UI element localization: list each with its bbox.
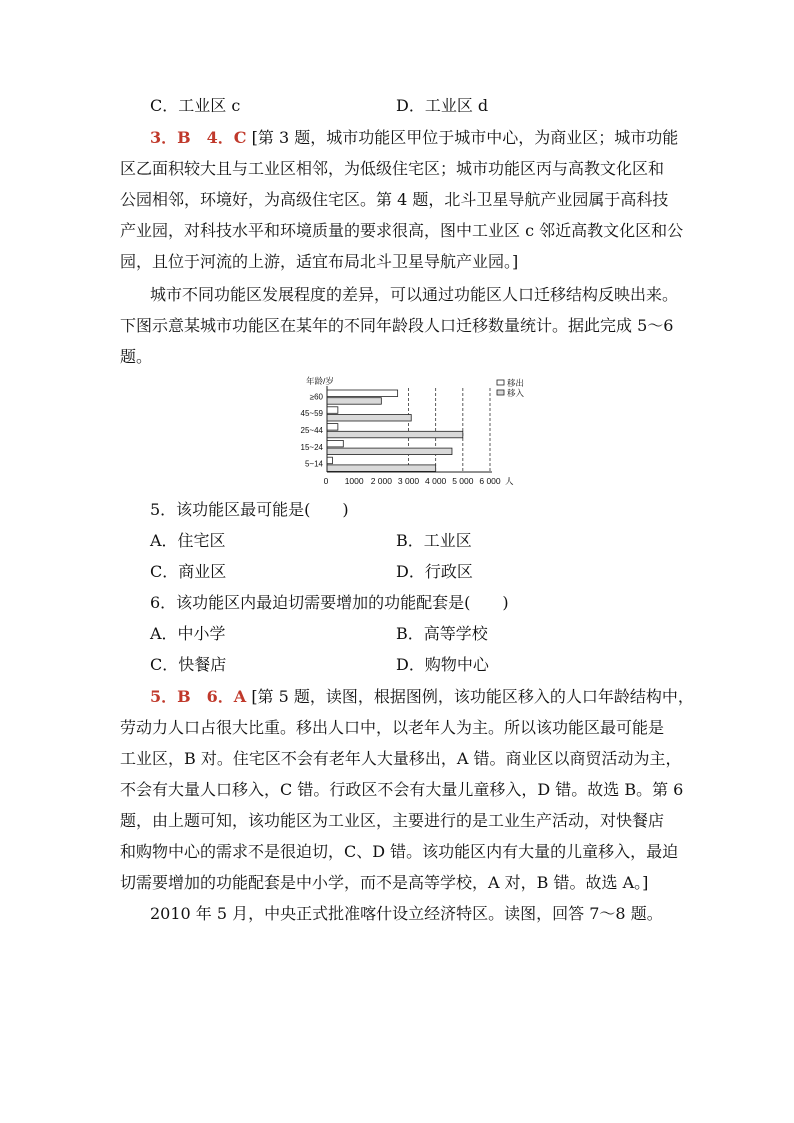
answer-key-3-4: 3．B 4．C [150, 128, 247, 147]
answer-3-4-line-4: 产业园，对科技水平和环境质量的要求很高，图中工业区 c 邻近高教文化区和公 [120, 221, 684, 240]
bar-outflow-2 [327, 424, 338, 431]
legend-label-1: 移入 [507, 388, 525, 398]
answer-3-4-text-1: [第 3 题，城市功能区甲位于城市中心，为商业区；城市功能 [251, 128, 679, 147]
answer-5-6-line-6: 和购物中心的需求不是很迫切，C、D 错。该功能区内有大量的儿童移入，最迫 [120, 842, 679, 861]
intro-5-6-line-1: 城市不同功能区发展程度的差异，可以通过功能区人口迁移结构反映出来。 [150, 285, 679, 304]
x-tick-label-0: 0 [323, 476, 329, 486]
bar-outflow-4 [327, 457, 332, 464]
x-tick-label-4: 4 000 [425, 476, 447, 486]
answer-3-4-line-2: 区乙面积较大且与工业区相邻，为低级住宅区；城市功能区丙与高教文化区和 [120, 159, 665, 178]
q5-option-c: C．商业区 [150, 562, 227, 581]
q2-option-c: C．工业区 c [150, 96, 241, 115]
answer-3-4-line-3: 公园相邻，环境好，为高级住宅区。第 4 题，北斗卫星导航产业园属于高科技 [120, 190, 669, 209]
q5-option-b: B．工业区 [396, 531, 472, 550]
q6-option-c: C．快餐店 [150, 655, 227, 674]
y-tick-label-3: 15~24 [300, 442, 323, 452]
answer-3-4-line-1 [150, 128, 678, 148]
y-tick-label-4: 5~14 [304, 459, 323, 469]
answer-3-4-line-5: 园，且位于河流的上游，适宜布局北斗卫星导航产业园。] [120, 252, 519, 271]
y-tick-label-0: ≥60 [309, 392, 323, 402]
intro-7-8: 2010 年 5 月，中央正式批准喀什设立经济特区。读图，回答 7～8 题。 [150, 904, 663, 923]
x-tick-label-2: 2 000 [370, 476, 392, 486]
answer-5-6-line-7: 切需要增加的功能配套是中小学，而不是高等学校，A 对，B 错。故选 A。] [120, 873, 649, 892]
bar-inflow-4 [327, 465, 436, 472]
x-tick-label-5: 5 000 [452, 476, 474, 486]
q6-option-b: B．高等学校 [396, 624, 488, 643]
legend-swatch-0 [497, 380, 504, 385]
bar-inflow-0 [327, 398, 381, 405]
q6-option-a: A．中小学 [150, 624, 226, 643]
x-axis-unit: 人 [505, 476, 514, 486]
answer-5-6-line-4: 不会有大量人口移入，C 错。行政区不会有大量儿童移入，D 错。故选 B。第 6 [120, 780, 684, 799]
bar-outflow-0 [327, 390, 398, 397]
x-tick-label-6: 6 000 [479, 476, 501, 486]
bar-inflow-3 [327, 448, 452, 455]
q5-option-a: A．住宅区 [150, 531, 226, 550]
x-tick-label-1: 1000 [344, 476, 364, 486]
y-tick-label-1: 45~59 [300, 409, 323, 419]
answer-5-6-line-2: 劳动力人口占很大比重。移出人口中，以老年人为主。所以该功能区最可能是 [120, 718, 665, 737]
intro-5-6-line-3: 题。 [120, 347, 153, 366]
intro-5-6-line-2: 下图示意某城市功能区在某年的不同年龄段人口迁移数量统计。据此完成 5～6 [120, 316, 674, 335]
q5-stem: 5．该功能区最可能是( ) [150, 500, 349, 519]
bar-inflow-1 [327, 415, 411, 422]
answer-5-6-text-1: [第 5 题，读图，根据图例，该功能区移入的人口年龄结构中， [251, 687, 694, 706]
legend-swatch-1 [497, 390, 504, 395]
bar-outflow-1 [327, 407, 338, 414]
x-tick-label-3: 3 000 [397, 476, 420, 486]
migration-chart [290, 374, 540, 490]
q5-option-d: D．行政区 [396, 562, 473, 581]
answer-5-6-line-3: 工业区，B 对。住宅区不会有老年人大量移出，A 错。商业区以商贸活动为主， [120, 749, 682, 768]
y-tick-label-2: 25~44 [300, 426, 323, 435]
bar-inflow-2 [327, 431, 463, 438]
answer-5-6-line-5: 题，由上题可知，该功能区为工业区，主要进行的是工业生产活动，对快餐店 [120, 811, 665, 830]
answer-key-5-6: 5．B 6．A [150, 687, 247, 706]
q6-stem: 6．该功能区内最迫切需要增加的功能配套是( ) [150, 593, 509, 612]
legend-label-0: 移出 [507, 378, 525, 388]
y-axis-label: 年龄/岁 [306, 376, 334, 386]
q6-option-d: D．购物中心 [396, 655, 489, 674]
bar-outflow-3 [327, 440, 343, 447]
answer-5-6-line-1 [150, 687, 694, 707]
q2-option-d: D．工业区 d [396, 96, 489, 115]
